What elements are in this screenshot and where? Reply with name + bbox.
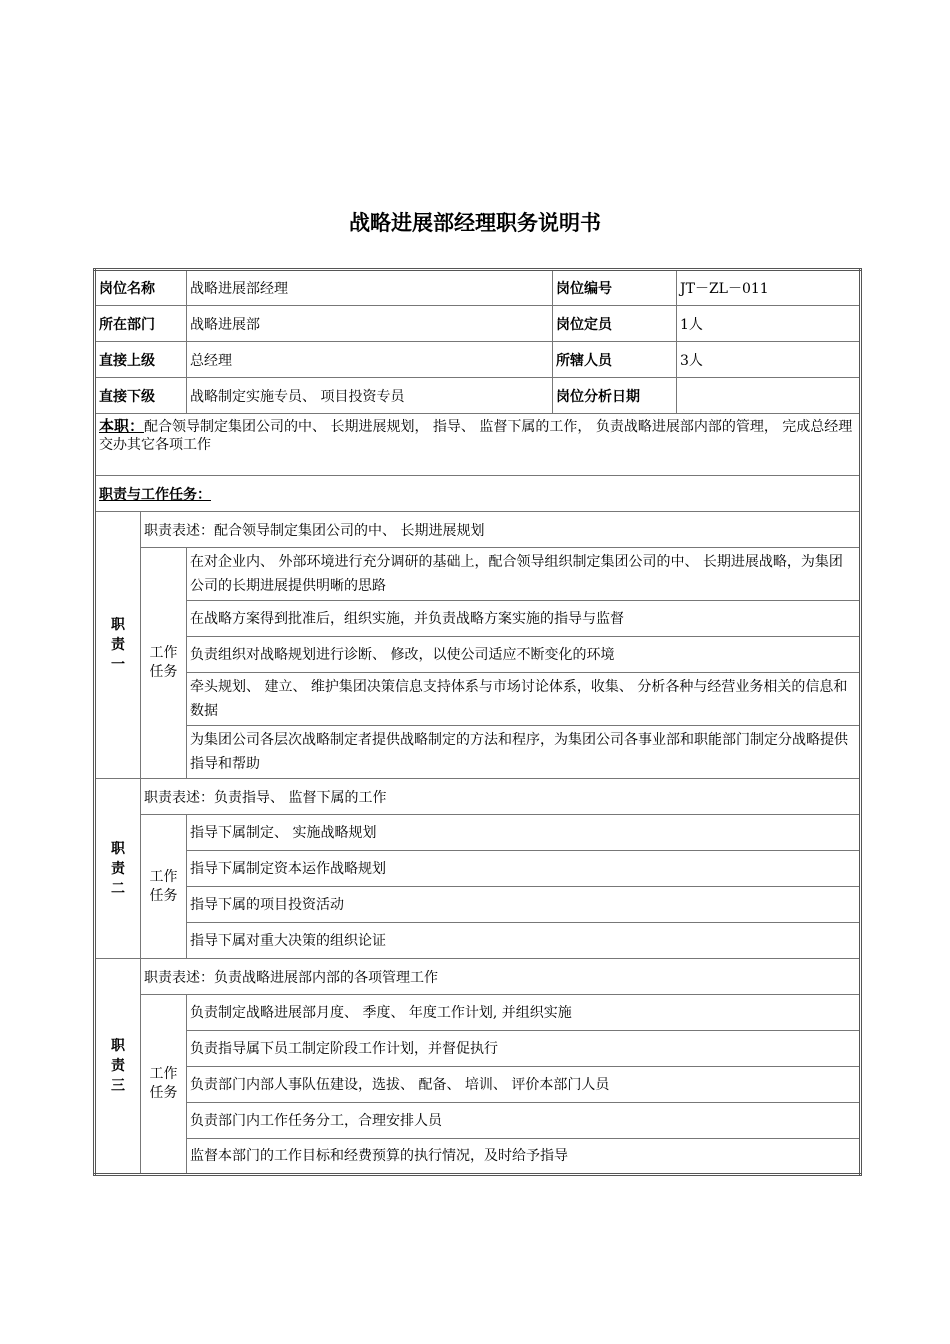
- task-item: 在战略方案得到批准后，组织实施，并负责战略方案实施的指导与监督: [187, 601, 861, 637]
- field-value: 3人: [677, 342, 861, 378]
- task-row: [95, 1067, 861, 1103]
- task-row: [95, 851, 861, 887]
- field-value: 战略制定实施专员、 项目投资专员: [187, 378, 553, 414]
- task-row: [95, 1139, 861, 1175]
- task-row: [95, 1031, 861, 1067]
- page-title: 战略进展部经理职务说明书: [349, 211, 601, 235]
- field-value: [677, 378, 861, 414]
- task-item: 监督本部门的工作目标和经费预算的执行情况，及时给予指导: [187, 1139, 861, 1175]
- field-label: 所在部门: [95, 306, 187, 342]
- task-row: [95, 601, 861, 637]
- task-label: 工作 任务: [141, 548, 187, 779]
- task-row: [95, 1103, 861, 1139]
- duty-description: 职责表述：配合领导制定集团公司的中、 长期进展规划: [141, 512, 861, 548]
- field-label: 岗位名称: [95, 270, 187, 306]
- info-row: [95, 306, 861, 342]
- main-duty-row: [95, 414, 861, 476]
- field-value: 战略进展部: [187, 306, 553, 342]
- task-row: [95, 887, 861, 923]
- section-header-row: [95, 476, 861, 512]
- task-item: 指导下属对重大决策的组织论证: [187, 923, 861, 959]
- task-item: 负责指导属下员工制定阶段工作计划，并督促执行: [187, 1031, 861, 1067]
- duty-label: 职 责 一: [95, 512, 141, 779]
- field-label: 岗位定员: [553, 306, 677, 342]
- task-row: [95, 637, 861, 673]
- task-row: [95, 673, 861, 726]
- info-row: [95, 378, 861, 414]
- duty-desc-row: [95, 959, 861, 995]
- duty-description: 职责表述：负责战略进展部内部的各项管理工作: [141, 959, 861, 995]
- task-row: [95, 726, 861, 779]
- task-item: 为集团公司各层次战略制定者提供战略制定的方法和程序，为集团公司各事业部和职能部门制定分战略提供指导和帮助: [187, 726, 861, 779]
- task-item: 指导下属制定资本运作战略规划: [187, 851, 861, 887]
- field-label: 直接下级: [95, 378, 187, 414]
- task-item: 在对企业内、 外部环境进行充分调研的基础上，配合领导组织制定集团公司的中、 长期进展战略，为集团公司的长期进展提供明晰的思路: [187, 548, 861, 601]
- main-duty-text: 配合领导制定集团公司的中、 长期进展规划， 指导、 监督下属的工作， 负责战略进展部内部的管理， 完成总经理交办其它各项工作: [99, 419, 853, 453]
- task-label: 工作 任务: [141, 995, 187, 1175]
- duty-description: 职责表述：负责指导、 监督下属的工作: [141, 779, 861, 815]
- task-row: [95, 548, 861, 601]
- field-value: 战略进展部经理: [187, 270, 553, 306]
- info-row: [95, 270, 861, 306]
- main-duty-label: 本职：: [99, 417, 145, 435]
- field-label: 直接上级: [95, 342, 187, 378]
- task-item: 负责制定战略进展部月度、 季度、 年度工作计划, 并组织实施: [187, 995, 861, 1031]
- field-label: 所辖人员: [553, 342, 677, 378]
- task-item: 指导下属制定、 实施战略规划: [187, 815, 861, 851]
- job-description-table: [93, 268, 862, 1176]
- field-label: 岗位分析日期: [553, 378, 677, 414]
- info-row: [95, 342, 861, 378]
- duty-desc-row: [95, 779, 861, 815]
- field-value: 总经理: [187, 342, 553, 378]
- field-label: 岗位编号: [553, 270, 677, 306]
- task-item: 负责部门内部人事队伍建设，选拔、 配备、 培训、 评价本部门人员: [187, 1067, 861, 1103]
- field-value: JT－ZL－011: [677, 270, 861, 306]
- task-item: 负责部门内工作任务分工，合理安排人员: [187, 1103, 861, 1139]
- task-item: 指导下属的项目投资活动: [187, 887, 861, 923]
- section-title: 职责与工作任务：: [95, 476, 861, 512]
- duty-label: 职 责 三: [95, 959, 141, 1175]
- task-row: [95, 923, 861, 959]
- task-item: 负责组织对战略规划进行诊断、 修改，以使公司适应不断变化的环境: [187, 637, 861, 673]
- task-item: 牵头规划、 建立、 维护集团决策信息支持体系与市场讨论体系，收集、 分析各种与经营业务相关的信息和数据: [187, 673, 861, 726]
- duty-label: 职 责 二: [95, 779, 141, 959]
- task-label: 工作 任务: [141, 815, 187, 959]
- task-row: [95, 995, 861, 1031]
- duty-desc-row: [95, 512, 861, 548]
- field-value: 1人: [677, 306, 861, 342]
- main-duty: [95, 414, 861, 476]
- task-row: [95, 815, 861, 851]
